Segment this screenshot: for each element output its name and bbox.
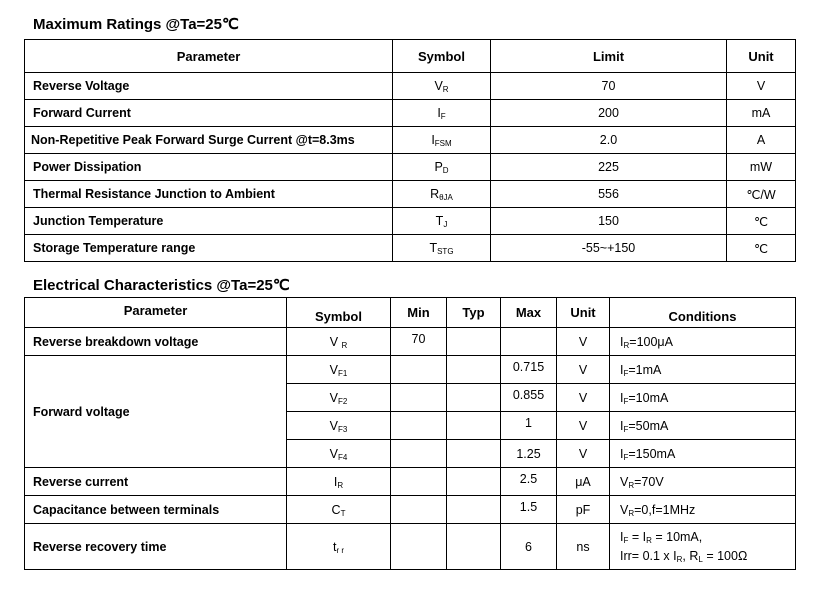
limit-cell: 150 <box>491 208 727 235</box>
max-cell: 0.715 <box>501 356 557 384</box>
param-cell: Capacitance between terminals <box>25 496 287 524</box>
param-cell: Forward voltage <box>25 356 287 468</box>
limit-cell: 225 <box>491 154 727 181</box>
param-cell: Non-Repetitive Peak Forward Surge Current @t=8.3ms <box>25 127 393 154</box>
max-cell <box>501 328 557 356</box>
unit-cell: V <box>727 73 796 100</box>
symbol-cell: $T_J$ <box>393 208 491 235</box>
min-cell <box>391 356 447 384</box>
table-row <box>25 496 796 524</box>
table-row <box>25 73 796 100</box>
electrical-table <box>24 297 796 570</box>
typ-cell <box>447 440 501 468</box>
unit-cell: V <box>557 356 610 384</box>
table-row <box>25 208 796 235</box>
symbol-cell: $T_{STG}$ <box>393 235 491 262</box>
typ-cell <box>447 356 501 384</box>
table-row <box>25 100 796 127</box>
symbol-cell: $I_{FSM}$ <box>393 127 491 154</box>
typ-cell <box>447 412 501 440</box>
param-cell: Storage Temperature range <box>25 235 393 262</box>
electrical-title: Electrical Characteristics @Ta=25℃ <box>33 277 290 294</box>
conditions-cell <box>610 524 796 570</box>
conditions-cell: $V_R=70V$ <box>610 468 796 496</box>
max-cell: 1 <box>501 412 557 440</box>
conditions-cell: $I_F=1mA$ <box>610 356 796 384</box>
unit-cell: V <box>557 384 610 412</box>
min-cell <box>391 468 447 496</box>
limit-cell: -55~+150 <box>491 235 727 262</box>
limit-cell: 200 <box>491 100 727 127</box>
typ-cell <box>447 384 501 412</box>
unit-cell: ℃ <box>727 235 796 262</box>
symbol-cell: $R_{\theta JA}$ <box>393 181 491 208</box>
header-unit: Unit <box>557 298 610 328</box>
table-row <box>25 127 796 154</box>
header-min: Min <box>391 298 447 328</box>
symbol-cell: $C_T$ <box>287 496 391 524</box>
typ-cell <box>447 524 501 570</box>
table-row <box>25 235 796 262</box>
unit-cell: pF <box>557 496 610 524</box>
param-cell: Power Dissipation <box>25 154 393 181</box>
unit-cell: mA <box>727 100 796 127</box>
max-cell: 0.855 <box>501 384 557 412</box>
max-cell: 1.5 <box>501 496 557 524</box>
unit-cell: ns <box>557 524 610 570</box>
min-cell <box>391 412 447 440</box>
table-row <box>25 524 796 570</box>
symbol-cell: $P_D$ <box>393 154 491 181</box>
unit-cell: mW <box>727 154 796 181</box>
min-cell <box>391 524 447 570</box>
typ-cell <box>447 328 501 356</box>
min-cell: 70 <box>391 328 447 356</box>
symbol-cell: $V_{F2}$ <box>287 384 391 412</box>
unit-cell: μA <box>557 468 610 496</box>
conditions-cell: $I_F=10mA$ <box>610 384 796 412</box>
conditions-cell: $I_R=100\mu A$ <box>610 328 796 356</box>
table-header-row <box>25 40 796 73</box>
symbol-cell: $I_F$ <box>393 100 491 127</box>
max-cell: 6 <box>501 524 557 570</box>
conditions-cell: $I_F=150mA$ <box>610 440 796 468</box>
conditions-line-2: Irr= 0.1 x $I_R$, $R_L = 100\Omega$ <box>620 548 748 564</box>
conditions-cell: $I_F=50mA$ <box>610 412 796 440</box>
header-typ: Typ <box>447 298 501 328</box>
unit-cell: V <box>557 328 610 356</box>
max-ratings-table <box>24 39 796 262</box>
max-cell: 2.5 <box>501 468 557 496</box>
param-cell: Reverse Voltage <box>25 73 393 100</box>
max-ratings-title: Maximum Ratings @Ta=25℃ <box>33 16 239 33</box>
symbol-cell: $I_R$ <box>287 468 391 496</box>
param-cell: Reverse breakdown voltage <box>25 328 287 356</box>
conditions-line-1: $I_F = I_R = 10mA$, <box>620 529 703 545</box>
table-row <box>25 356 796 384</box>
header-symbol: Symbol <box>393 40 491 73</box>
header-parameter: Parameter <box>25 40 393 73</box>
symbol-cell: $V_{F1}$ <box>287 356 391 384</box>
param-cell: Thermal Resistance Junction to Ambient <box>25 181 393 208</box>
table-row <box>25 154 796 181</box>
header-parameter: Parameter <box>25 298 287 328</box>
min-cell <box>391 384 447 412</box>
symbol-cell: $t_{r r}$ <box>287 524 391 570</box>
symbol-cell: $V_{F4}$ <box>287 440 391 468</box>
max-cell: 1.25 <box>501 440 557 468</box>
param-cell: Junction Temperature <box>25 208 393 235</box>
param-cell: Reverse current <box>25 468 287 496</box>
header-limit: Limit <box>491 40 727 73</box>
symbol-cell: $V_R$ <box>393 73 491 100</box>
unit-cell: ℃/W <box>727 181 796 208</box>
header-max: Max <box>501 298 557 328</box>
limit-cell: 556 <box>491 181 727 208</box>
symbol-cell: V $_R$ <box>287 328 391 356</box>
unit-cell: V <box>557 440 610 468</box>
typ-cell <box>447 468 501 496</box>
limit-cell: 2.0 <box>491 127 727 154</box>
table-row <box>25 468 796 496</box>
header-symbol: Symbol <box>287 298 391 328</box>
symbol-cell: $V_{F3}$ <box>287 412 391 440</box>
unit-cell: ℃ <box>727 208 796 235</box>
min-cell <box>391 496 447 524</box>
header-conditions: Conditions <box>610 298 796 328</box>
param-cell: Forward Current <box>25 100 393 127</box>
unit-cell: V <box>557 412 610 440</box>
limit-cell: 70 <box>491 73 727 100</box>
unit-cell: A <box>727 127 796 154</box>
table-row <box>25 181 796 208</box>
table-row <box>25 328 796 356</box>
table-header-row <box>25 298 796 328</box>
param-cell: Reverse recovery time <box>25 524 287 570</box>
header-unit: Unit <box>727 40 796 73</box>
typ-cell <box>447 496 501 524</box>
conditions-cell: $V_R=0,f=1MHz$ <box>610 496 796 524</box>
min-cell <box>391 440 447 468</box>
